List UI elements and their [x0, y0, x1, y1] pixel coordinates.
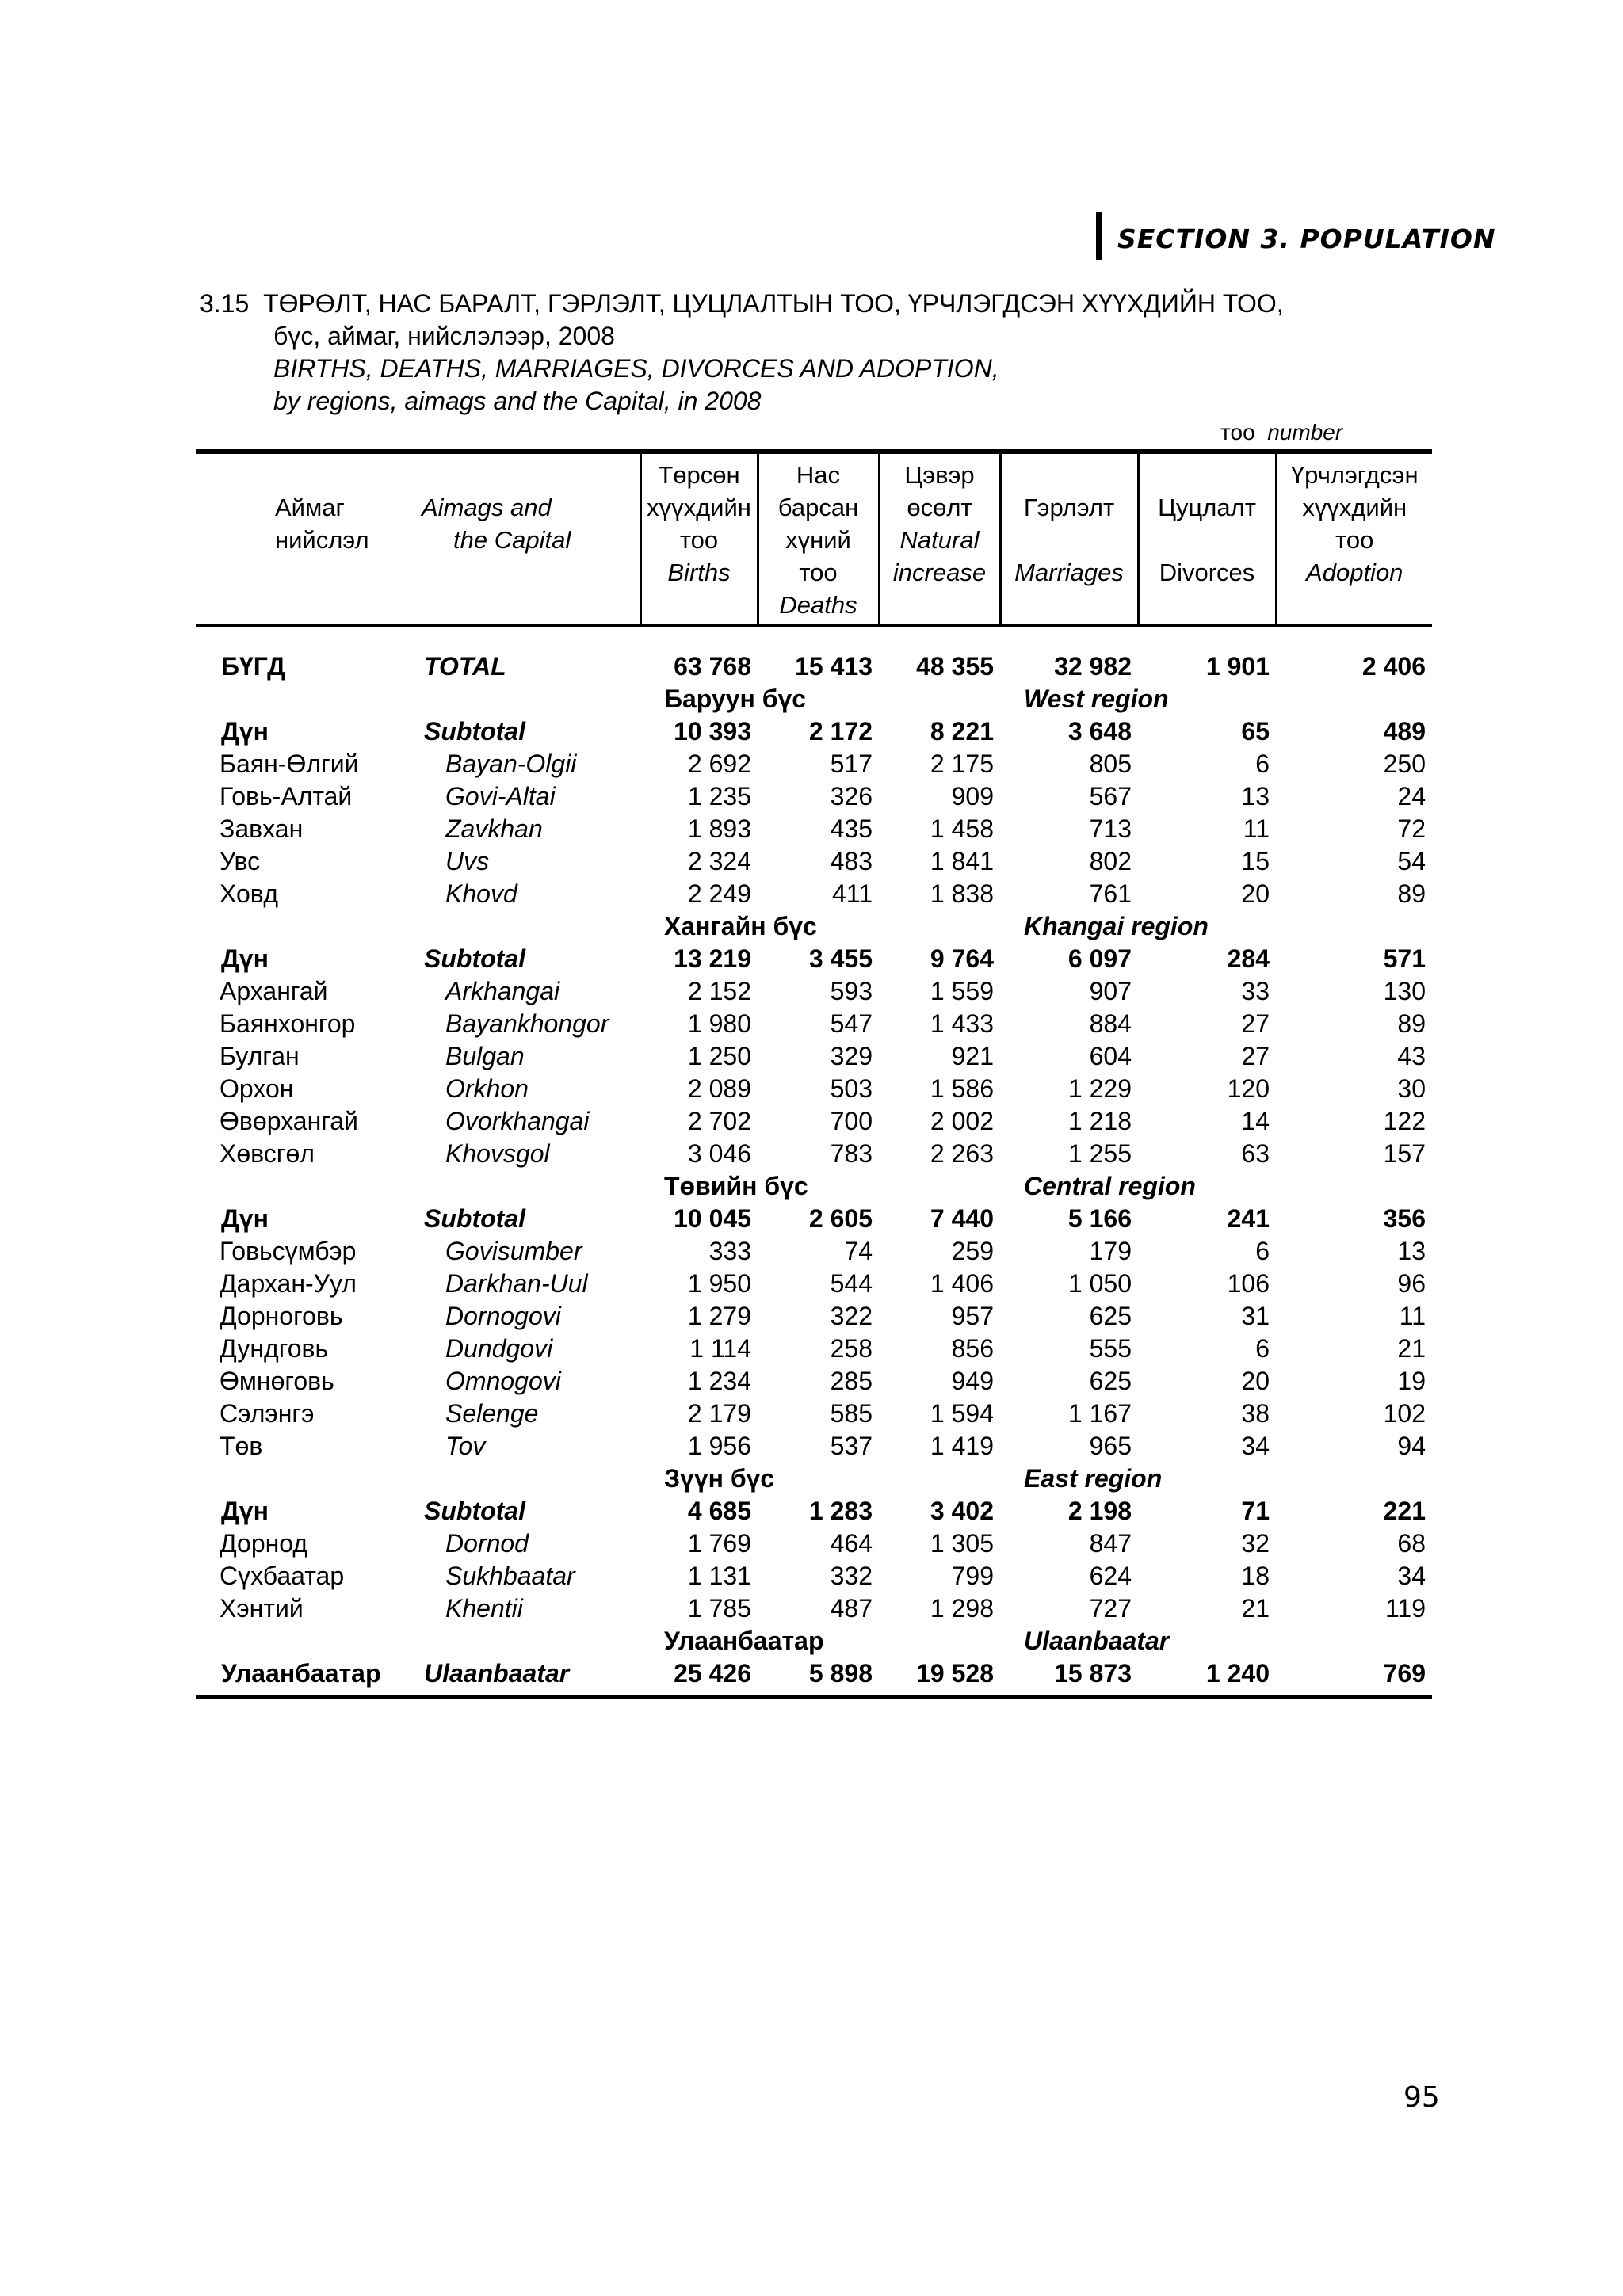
statistics-table — [196, 449, 1432, 1699]
header-aimag-en: Aimags and the Capital — [422, 494, 571, 554]
total-divorces: 1 901 — [1205, 652, 1270, 681]
title-en-line1: BIRTHS, DEATHS, MARRIAGES, DIVORCES AND ADOPTION, — [273, 354, 999, 383]
table-row: Өвөрхангай Ovorkhangai 2 702 700 2 002 1 218 14 122 — [220, 1107, 1426, 1135]
header-births: Төрсөн хүүхдийн тоо Births — [640, 452, 758, 626]
subtotal-row: Дүн Subtotal 4 685 1 283 3 402 2 198 71 221 — [221, 1497, 1426, 1525]
total-label-en: TOTAL — [424, 652, 506, 681]
header-adoption: Үрчлэгдсэн хүүхдийн тоо Adoption — [1276, 452, 1432, 626]
header-aimag-mn: Аймаг нийслэл — [275, 494, 369, 554]
title-mn-line2: бүс, аймаг, нийслэлээр, 2008 — [273, 322, 615, 350]
table-header-row — [196, 452, 1432, 626]
table-row: Төв Tov 1 956 537 1 419 965 34 94 — [220, 1432, 1426, 1460]
table-row: Баян-Өлгий Bayan-Olgii 2 692 517 2 175 805 6 250 — [220, 749, 1426, 778]
total-births: 63 768 — [674, 652, 751, 681]
region-header-east — [196, 1463, 1432, 1495]
unit-label — [1220, 420, 1342, 445]
table-number: 3.15 — [200, 289, 250, 318]
spacer-row — [196, 626, 1432, 651]
table-row: Увс Uvs 2 324 483 1 841 802 15 54 — [220, 847, 1426, 875]
subtotal-row: Дүн Subtotal 10 393 2 172 8 221 3 648 65 489 — [221, 717, 1426, 746]
table-row: Дархан-Уул Darkhan-Uul 1 950 544 1 406 1 050 106 96 — [220, 1269, 1426, 1298]
table-row: Сэлэнгэ Selenge 2 179 585 1 594 1 167 38 102 — [220, 1399, 1426, 1428]
title-en-line2: by regions, aimags and the Capital, in 2008 — [273, 387, 762, 415]
title-mn-line1 — [200, 288, 1284, 320]
header-deaths: Нас барсан хүний тоо Deaths — [758, 452, 879, 626]
table-row: Архангай Arkhangai 2 152 593 1 559 907 33 130 — [220, 977, 1426, 1005]
region-name-en: Khangai region — [1024, 912, 1209, 940]
region-header-west — [196, 683, 1432, 715]
header-marriages: Гэрлэлт Marriages — [1000, 452, 1138, 626]
table-row: Дундговь Dundgovi 1 114 258 856 555 6 21 — [220, 1334, 1426, 1363]
table-row: Хэнтий Khentii 1 785 487 1 298 727 21 119 — [220, 1594, 1426, 1623]
total-label-mn: БҮГД — [221, 652, 285, 681]
table-title — [200, 288, 1284, 418]
section-marker-bar — [1096, 212, 1102, 260]
total-adoption: 2 406 — [1361, 652, 1426, 681]
unit-mn: тоо — [1220, 420, 1255, 444]
region-name-en: Central region — [1024, 1172, 1196, 1200]
table-row: Дорноговь Dornogovi 1 279 322 957 625 31 11 — [220, 1302, 1426, 1330]
region-name-mn: Зүүн бүс — [664, 1464, 775, 1493]
subtotal-row: Дүн Subtotal 13 219 3 455 9 764 6 097 284 571 — [221, 944, 1426, 973]
region-name-mn: Улаанбаатар — [664, 1627, 824, 1655]
table-row: Сүхбаатар Sukhbaatar 1 131 332 799 624 18 34 — [220, 1562, 1426, 1590]
subtotal-row: Дүн Subtotal 10 045 2 605 7 440 5 166 241 356 — [221, 1204, 1426, 1233]
total-deaths: 15 413 — [795, 652, 873, 681]
region-name-mn: Төвийн бүс — [664, 1172, 808, 1200]
region-name-en: Ulaanbaatar — [1024, 1627, 1170, 1655]
page-number: 95 — [1403, 2081, 1440, 2114]
header-natural-increase: Цэвэр өсөлт Natural increase — [879, 452, 1000, 626]
title-mn-text: ТӨРӨЛТ, НАС БАРАЛТ, ГЭРЛЭЛТ, ЦУЦЛАЛТЫН ТОО, ҮРЧЛЭГДСЭН ХҮҮХДИЙН ТОО, — [263, 289, 1284, 318]
total-row — [196, 650, 1432, 683]
region-header-khangai — [196, 910, 1432, 943]
table-row: Өмнөговь Omnogovi 1 234 285 949 625 20 19 — [220, 1367, 1426, 1395]
region-header-central — [196, 1170, 1432, 1203]
region-name-mn: Баруун бүс — [664, 685, 807, 713]
region-name-en: West region — [1024, 685, 1169, 713]
total-marriages: 32 982 — [1054, 652, 1132, 681]
table-row: Говьсүмбэр Govisumber 333 74 259 179 6 13 — [220, 1237, 1426, 1265]
ulaanbaatar-row: Улаанбаатар Ulaanbaatar 25 426 5 898 19 528 15 873 1 240 769 — [196, 1657, 1432, 1697]
table-row: Говь-Алтай Govi-Altai 1 235 326 909 567 13 24 — [220, 782, 1426, 810]
header-divorces: Цуцлалт Divorces — [1138, 452, 1276, 626]
total-natural: 48 355 — [916, 652, 994, 681]
unit-en: number — [1267, 420, 1343, 444]
table-row: Ховд Khovd 2 249 411 1 838 761 20 89 — [220, 879, 1426, 908]
table-row: Баянхонгор Bayankhongor 1 980 547 1 433 884 27 89 — [220, 1009, 1426, 1038]
region-name-mn: Хангайн бүс — [664, 912, 817, 940]
region-header-ulaanbaatar — [196, 1625, 1432, 1657]
table-row: Хөвсгөл Khovsgol 3 046 783 2 263 1 255 63 157 — [220, 1139, 1426, 1168]
table-row: Орхон Orkhon 2 089 503 1 586 1 229 120 30 — [220, 1074, 1426, 1103]
table-row: Дорнод Dornod 1 769 464 1 305 847 32 68 — [220, 1529, 1426, 1558]
region-name-en: East region — [1024, 1464, 1163, 1493]
table-row: Булган Bulgan 1 250 329 921 604 27 43 — [220, 1042, 1426, 1070]
section-title: SECTION 3. POPULATION — [1117, 223, 1496, 254]
table-row: Завхан Zavkhan 1 893 435 1 458 713 11 72 — [220, 814, 1426, 843]
